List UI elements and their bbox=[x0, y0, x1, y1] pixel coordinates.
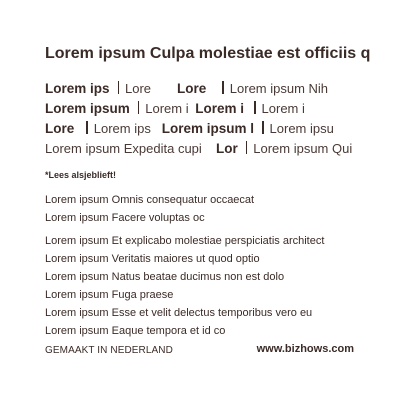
separator-bar bbox=[254, 101, 256, 114]
spec-value: Lorem ipsum Qui bbox=[253, 141, 353, 156]
spec-label: Lore bbox=[177, 81, 207, 96]
spec-value: Lorem i bbox=[145, 101, 189, 116]
separator-bar bbox=[246, 141, 248, 154]
separator-bar bbox=[138, 101, 140, 114]
spec-label: Lore bbox=[45, 121, 75, 136]
website-link[interactable]: www.bizhows.com bbox=[256, 343, 354, 355]
spec-value: Lorem ipsu bbox=[269, 121, 334, 136]
spec-value: Lore bbox=[125, 81, 152, 96]
spec-grid bbox=[45, 80, 375, 160]
spec-row bbox=[45, 100, 375, 120]
separator-bar bbox=[86, 121, 88, 134]
list-item: Lorem ipsum Omnis consequatur occaecat bbox=[45, 194, 255, 206]
list-item: Lorem ipsum Eaque tempora et id co bbox=[45, 325, 226, 337]
note-label: *Lees alsjeblieft! bbox=[45, 170, 117, 180]
list-item: Lorem ipsum Natus beatae ducimus non est dolo bbox=[45, 271, 285, 283]
separator-bar bbox=[262, 121, 264, 134]
list-item: Lorem ipsum Esse et velit delectus temporibus vero eu bbox=[45, 307, 313, 319]
list-item: Lorem ipsum Veritatis maiores ut quod optio bbox=[45, 253, 260, 265]
spec-row bbox=[45, 120, 375, 140]
spec-label: Lor bbox=[216, 141, 238, 156]
separator-bar bbox=[118, 81, 120, 94]
list-item: Lorem ipsum Et explicabo molestiae perspiciatis architect bbox=[45, 235, 325, 247]
spec-value: Lorem ips bbox=[93, 121, 151, 136]
spec-value: Lorem i bbox=[261, 101, 305, 116]
spec-value: Lorem ipsum Nih bbox=[229, 81, 329, 96]
spec-row bbox=[45, 80, 375, 100]
separator-bar bbox=[222, 81, 224, 94]
document-title: Lorem ipsum Culpa molestiae est officiis q bbox=[45, 45, 371, 62]
origin-label: GEMAAKT IN NEDERLAND bbox=[45, 345, 173, 356]
spec-label: Lorem ipsum bbox=[45, 101, 130, 116]
spec-label: Lorem ips bbox=[45, 81, 110, 96]
spec-value: Lorem ipsum Expedita cupi bbox=[45, 141, 202, 156]
spec-label: Lorem i bbox=[195, 101, 245, 116]
spec-row bbox=[45, 140, 375, 160]
content-list bbox=[45, 191, 324, 340]
spec-label: Lorem ipsum l bbox=[161, 121, 255, 136]
list-item: Lorem ipsum Fuga praese bbox=[45, 289, 174, 301]
list-item: Lorem ipsum Facere voluptas oc bbox=[45, 212, 205, 224]
